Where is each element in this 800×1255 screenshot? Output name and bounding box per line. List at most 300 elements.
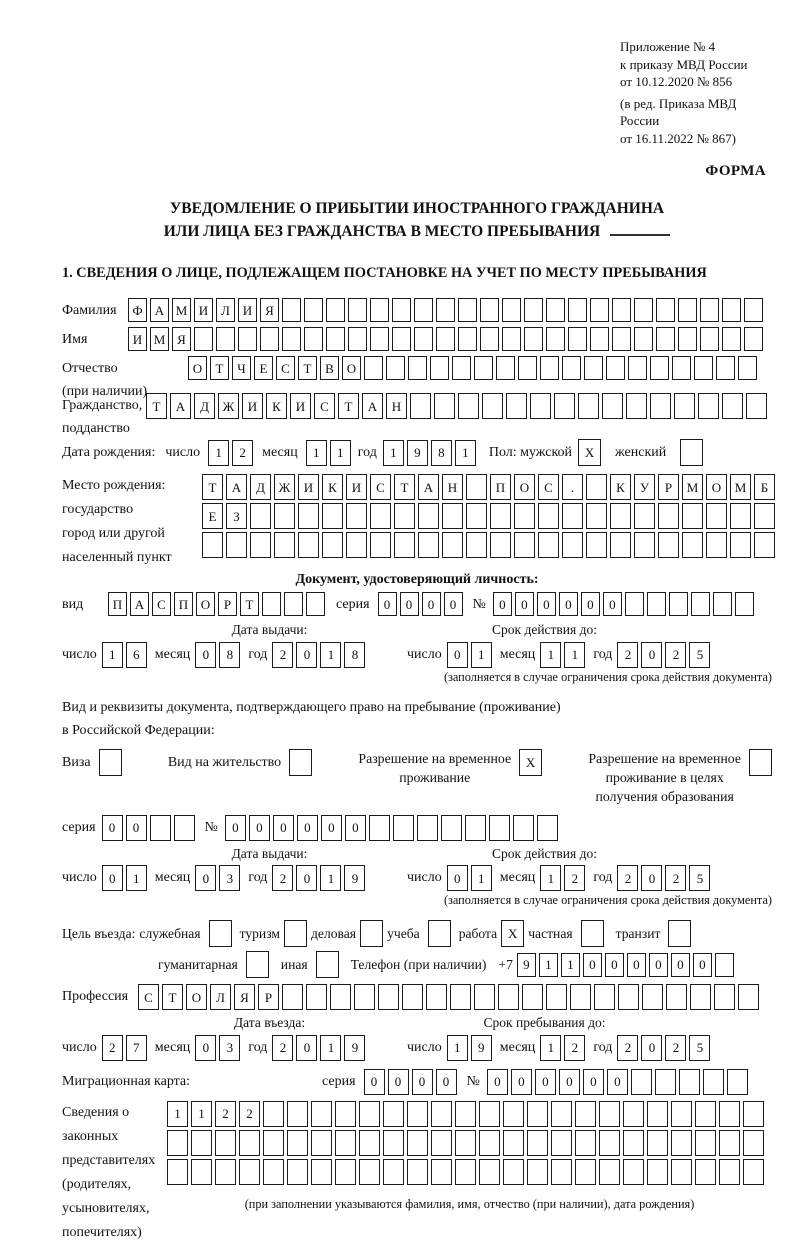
char-box[interactable] [570, 984, 591, 1010]
char-box[interactable]: 1 [561, 953, 580, 977]
char-box[interactable] [452, 356, 471, 380]
char-box[interactable]: 3 [219, 865, 240, 891]
char-box[interactable] [626, 393, 647, 419]
char-box[interactable] [743, 1101, 764, 1127]
char-box[interactable]: 9 [407, 440, 428, 466]
char-box[interactable] [722, 327, 741, 351]
char-box[interactable] [744, 327, 763, 351]
char-box[interactable] [414, 327, 433, 351]
char-box[interactable] [612, 327, 631, 351]
char-box[interactable]: 0 [627, 953, 646, 977]
char-box[interactable]: Я [260, 298, 279, 322]
char-box[interactable]: 1 [191, 1101, 212, 1127]
char-box[interactable] [330, 984, 351, 1010]
char-box[interactable] [647, 1130, 668, 1156]
char-box[interactable] [431, 1101, 452, 1127]
char-box[interactable] [674, 393, 695, 419]
char-box[interactable] [713, 592, 732, 616]
char-box[interactable] [370, 327, 389, 351]
char-box[interactable]: 0 [273, 815, 294, 841]
char-box[interactable]: 0 [195, 865, 216, 891]
char-box[interactable] [735, 592, 754, 616]
char-box[interactable]: 0 [603, 592, 622, 616]
char-box[interactable]: 0 [493, 592, 512, 616]
char-box[interactable]: 2 [215, 1101, 236, 1127]
char-box[interactable] [441, 815, 462, 841]
char-box[interactable]: 8 [219, 642, 240, 668]
char-box[interactable] [584, 356, 603, 380]
char-box[interactable]: 0 [444, 592, 463, 616]
char-box[interactable]: 2 [617, 1035, 638, 1061]
char-box[interactable]: . [562, 474, 583, 500]
char-box[interactable] [738, 984, 759, 1010]
char-box[interactable]: К [322, 474, 343, 500]
char-box[interactable] [322, 503, 343, 529]
char-box[interactable]: 0 [559, 1069, 580, 1095]
char-box[interactable]: М [682, 474, 703, 500]
char-box[interactable]: А [170, 393, 191, 419]
char-box[interactable] [744, 298, 763, 322]
char-box[interactable] [455, 1101, 476, 1127]
char-box[interactable] [612, 298, 631, 322]
char-box[interactable] [378, 984, 399, 1010]
char-box[interactable] [263, 1130, 284, 1156]
char-box[interactable] [434, 393, 455, 419]
char-box[interactable] [678, 298, 697, 322]
char-box[interactable]: О [514, 474, 535, 500]
char-box[interactable] [586, 532, 607, 558]
char-box[interactable]: 0 [535, 1069, 556, 1095]
char-box[interactable] [610, 503, 631, 529]
char-box[interactable] [546, 298, 565, 322]
char-box[interactable]: Е [202, 503, 223, 529]
char-box[interactable] [386, 356, 405, 380]
char-box[interactable] [647, 592, 666, 616]
char-box[interactable]: 0 [321, 815, 342, 841]
char-box[interactable] [246, 951, 269, 978]
char-box[interactable]: Л [210, 984, 231, 1010]
char-box[interactable]: П [490, 474, 511, 500]
char-box[interactable]: 0 [249, 815, 270, 841]
char-box[interactable] [370, 298, 389, 322]
char-box[interactable] [474, 356, 493, 380]
char-box[interactable] [730, 503, 751, 529]
char-box[interactable] [316, 951, 339, 978]
char-box[interactable]: Д [250, 474, 271, 500]
char-box[interactable] [669, 592, 688, 616]
char-box[interactable] [586, 503, 607, 529]
char-box[interactable]: 0 [126, 815, 147, 841]
char-box[interactable] [262, 592, 281, 616]
char-box[interactable] [575, 1130, 596, 1156]
char-box[interactable] [354, 984, 375, 1010]
char-box[interactable]: 0 [297, 815, 318, 841]
char-box[interactable]: Т [146, 393, 167, 419]
char-box[interactable] [431, 1130, 452, 1156]
char-box[interactable]: 2 [564, 1035, 585, 1061]
char-box[interactable] [719, 1101, 740, 1127]
char-box[interactable]: 0 [649, 953, 668, 977]
char-box[interactable]: И [290, 393, 311, 419]
char-box[interactable] [700, 298, 719, 322]
char-box[interactable] [581, 920, 604, 947]
char-box[interactable] [530, 393, 551, 419]
char-box[interactable] [514, 532, 535, 558]
char-box[interactable]: 2 [272, 865, 293, 891]
char-box[interactable]: Р [658, 474, 679, 500]
char-box[interactable]: 1 [320, 865, 341, 891]
char-box[interactable]: 1 [126, 865, 147, 891]
char-box[interactable]: Т [298, 356, 317, 380]
char-box[interactable]: О [186, 984, 207, 1010]
char-box[interactable] [394, 532, 415, 558]
char-box[interactable] [628, 356, 647, 380]
char-box[interactable] [335, 1101, 356, 1127]
char-box[interactable] [287, 1101, 308, 1127]
char-box[interactable]: 0 [515, 592, 534, 616]
char-box[interactable] [715, 953, 734, 977]
char-box[interactable] [284, 920, 307, 947]
char-box[interactable]: 1 [383, 440, 404, 466]
char-box[interactable] [335, 1130, 356, 1156]
char-box[interactable] [562, 503, 583, 529]
char-box[interactable]: А [226, 474, 247, 500]
char-box[interactable] [289, 749, 312, 776]
char-box[interactable]: 1 [330, 440, 351, 466]
char-box[interactable] [489, 815, 510, 841]
char-box[interactable] [490, 503, 511, 529]
char-box[interactable]: Ф [128, 298, 147, 322]
char-box[interactable] [346, 532, 367, 558]
char-box[interactable]: И [346, 474, 367, 500]
char-box[interactable] [458, 327, 477, 351]
char-box[interactable] [666, 984, 687, 1010]
char-box[interactable]: Р [218, 592, 237, 616]
char-box[interactable] [306, 592, 325, 616]
char-box[interactable]: 9 [471, 1035, 492, 1061]
char-box[interactable] [298, 532, 319, 558]
char-box[interactable] [503, 1130, 524, 1156]
char-box[interactable]: 2 [232, 440, 253, 466]
char-box[interactable] [538, 532, 559, 558]
char-box[interactable] [263, 1101, 284, 1127]
char-box[interactable]: 0 [422, 592, 441, 616]
char-box[interactable] [250, 532, 271, 558]
char-box[interactable]: 7 [126, 1035, 147, 1061]
char-box[interactable]: 2 [272, 1035, 293, 1061]
char-box[interactable]: С [276, 356, 295, 380]
char-box[interactable]: Т [210, 356, 229, 380]
char-box[interactable]: X [501, 920, 524, 947]
char-box[interactable] [442, 532, 463, 558]
char-box[interactable]: Т [240, 592, 259, 616]
char-box[interactable]: Ж [218, 393, 239, 419]
char-box[interactable] [602, 393, 623, 419]
char-box[interactable]: Д [194, 393, 215, 419]
char-box[interactable] [311, 1130, 332, 1156]
char-box[interactable] [606, 356, 625, 380]
char-box[interactable]: Л [216, 298, 235, 322]
char-box[interactable] [436, 298, 455, 322]
char-box[interactable] [322, 532, 343, 558]
char-box[interactable] [304, 327, 323, 351]
char-box[interactable] [282, 327, 301, 351]
char-box[interactable] [482, 393, 503, 419]
char-box[interactable] [680, 439, 703, 466]
char-box[interactable] [282, 984, 303, 1010]
char-box[interactable] [402, 984, 423, 1010]
char-box[interactable] [348, 327, 367, 351]
char-box[interactable] [194, 327, 213, 351]
char-box[interactable] [671, 1130, 692, 1156]
char-box[interactable] [407, 1101, 428, 1127]
char-box[interactable]: 1 [540, 642, 561, 668]
char-box[interactable] [634, 298, 653, 322]
char-box[interactable] [647, 1101, 668, 1127]
char-box[interactable] [306, 984, 327, 1010]
char-box[interactable] [590, 298, 609, 322]
char-box[interactable] [287, 1130, 308, 1156]
char-box[interactable]: Е [254, 356, 273, 380]
char-box[interactable] [418, 503, 439, 529]
char-box[interactable] [730, 532, 751, 558]
char-box[interactable]: 0 [693, 953, 712, 977]
char-box[interactable]: А [130, 592, 149, 616]
char-box[interactable]: 5 [689, 865, 710, 891]
char-box[interactable] [202, 532, 223, 558]
char-box[interactable]: 0 [583, 953, 602, 977]
char-box[interactable]: А [418, 474, 439, 500]
char-box[interactable]: 0 [583, 1069, 604, 1095]
char-box[interactable] [498, 984, 519, 1010]
char-box[interactable]: С [138, 984, 159, 1010]
char-box[interactable]: Т [394, 474, 415, 500]
char-box[interactable] [348, 298, 367, 322]
char-box[interactable]: Ч [232, 356, 251, 380]
char-box[interactable] [703, 1069, 724, 1095]
char-box[interactable] [658, 503, 679, 529]
char-box[interactable] [650, 393, 671, 419]
char-box[interactable]: 0 [641, 1035, 662, 1061]
char-box[interactable] [418, 532, 439, 558]
char-box[interactable] [578, 393, 599, 419]
char-box[interactable] [691, 592, 710, 616]
char-box[interactable]: 0 [559, 592, 578, 616]
char-box[interactable]: 0 [641, 865, 662, 891]
char-box[interactable] [326, 327, 345, 351]
char-box[interactable] [239, 1130, 260, 1156]
char-box[interactable]: 0 [195, 1035, 216, 1061]
char-box[interactable]: 0 [412, 1069, 433, 1095]
char-box[interactable]: 0 [378, 592, 397, 616]
char-box[interactable] [359, 1130, 380, 1156]
char-box[interactable] [527, 1130, 548, 1156]
char-box[interactable]: 6 [126, 642, 147, 668]
char-box[interactable]: С [370, 474, 391, 500]
char-box[interactable] [546, 327, 565, 351]
char-box[interactable] [694, 356, 713, 380]
char-box[interactable] [359, 1101, 380, 1127]
char-box[interactable]: 1 [564, 642, 585, 668]
char-box[interactable] [518, 356, 537, 380]
char-box[interactable] [678, 327, 697, 351]
char-box[interactable]: Ж [274, 474, 295, 500]
char-box[interactable] [364, 356, 383, 380]
char-box[interactable]: 0 [607, 1069, 628, 1095]
char-box[interactable] [502, 327, 521, 351]
char-box[interactable] [466, 503, 487, 529]
char-box[interactable]: 2 [665, 865, 686, 891]
char-box[interactable] [722, 298, 741, 322]
char-box[interactable]: С [538, 474, 559, 500]
char-box[interactable]: И [194, 298, 213, 322]
char-box[interactable]: X [578, 439, 601, 466]
char-box[interactable]: М [172, 298, 191, 322]
char-box[interactable]: 8 [344, 642, 365, 668]
char-box[interactable] [672, 356, 691, 380]
char-box[interactable] [394, 503, 415, 529]
char-box[interactable]: М [150, 327, 169, 351]
char-box[interactable]: 0 [447, 642, 468, 668]
char-box[interactable]: У [634, 474, 655, 500]
char-box[interactable] [668, 920, 691, 947]
char-box[interactable] [428, 920, 451, 947]
char-box[interactable] [695, 1130, 716, 1156]
char-box[interactable]: 2 [272, 642, 293, 668]
char-box[interactable] [650, 356, 669, 380]
char-box[interactable] [568, 327, 587, 351]
char-box[interactable] [474, 984, 495, 1010]
char-box[interactable] [623, 1101, 644, 1127]
char-box[interactable]: 8 [431, 440, 452, 466]
char-box[interactable] [554, 393, 575, 419]
char-box[interactable] [522, 984, 543, 1010]
char-box[interactable]: С [314, 393, 335, 419]
char-box[interactable]: К [610, 474, 631, 500]
char-box[interactable]: 9 [344, 865, 365, 891]
char-box[interactable] [274, 532, 295, 558]
char-box[interactable]: 3 [219, 1035, 240, 1061]
char-box[interactable]: 0 [436, 1069, 457, 1095]
char-box[interactable] [408, 356, 427, 380]
char-box[interactable] [284, 592, 303, 616]
char-box[interactable] [700, 327, 719, 351]
char-box[interactable]: Б [754, 474, 775, 500]
char-box[interactable] [174, 815, 195, 841]
char-box[interactable]: 0 [345, 815, 366, 841]
char-box[interactable] [575, 1101, 596, 1127]
char-box[interactable] [458, 298, 477, 322]
char-box[interactable] [698, 393, 719, 419]
char-box[interactable] [238, 327, 257, 351]
char-box[interactable]: 0 [511, 1069, 532, 1095]
char-box[interactable] [417, 815, 438, 841]
char-box[interactable]: В [320, 356, 339, 380]
char-box[interactable]: 0 [671, 953, 690, 977]
char-box[interactable] [754, 532, 775, 558]
char-box[interactable]: 0 [195, 642, 216, 668]
char-box[interactable]: 2 [665, 1035, 686, 1061]
char-box[interactable] [346, 503, 367, 529]
char-box[interactable] [562, 532, 583, 558]
char-box[interactable]: З [226, 503, 247, 529]
char-box[interactable] [465, 815, 486, 841]
char-box[interactable]: 9 [517, 953, 536, 977]
char-box[interactable] [426, 984, 447, 1010]
char-box[interactable] [682, 503, 703, 529]
char-box[interactable] [625, 592, 644, 616]
char-box[interactable] [191, 1130, 212, 1156]
char-box[interactable] [150, 815, 171, 841]
char-box[interactable] [479, 1130, 500, 1156]
char-box[interactable] [326, 298, 345, 322]
char-box[interactable] [479, 1101, 500, 1127]
char-box[interactable]: 1 [455, 440, 476, 466]
char-box[interactable] [209, 920, 232, 947]
char-box[interactable] [749, 749, 772, 776]
char-box[interactable] [274, 503, 295, 529]
char-box[interactable]: 1 [167, 1101, 188, 1127]
char-box[interactable] [706, 532, 727, 558]
char-box[interactable] [513, 815, 534, 841]
char-box[interactable]: 1 [306, 440, 327, 466]
char-box[interactable] [656, 327, 675, 351]
char-box[interactable] [282, 298, 301, 322]
char-box[interactable] [594, 984, 615, 1010]
char-box[interactable] [383, 1101, 404, 1127]
char-box[interactable] [490, 532, 511, 558]
char-box[interactable] [436, 327, 455, 351]
char-box[interactable] [392, 298, 411, 322]
char-box[interactable]: О [706, 474, 727, 500]
char-box[interactable]: 2 [665, 642, 686, 668]
char-box[interactable] [410, 393, 431, 419]
char-box[interactable]: Н [442, 474, 463, 500]
char-box[interactable] [496, 356, 515, 380]
char-box[interactable]: П [108, 592, 127, 616]
char-box[interactable]: 1 [320, 1035, 341, 1061]
char-box[interactable] [706, 503, 727, 529]
char-box[interactable]: О [188, 356, 207, 380]
char-box[interactable] [599, 1130, 620, 1156]
char-box[interactable] [99, 749, 122, 776]
char-box[interactable]: 2 [564, 865, 585, 891]
char-box[interactable] [480, 298, 499, 322]
char-box[interactable] [679, 1069, 700, 1095]
char-box[interactable] [727, 1069, 748, 1095]
char-box[interactable] [610, 532, 631, 558]
char-box[interactable] [714, 984, 735, 1010]
char-box[interactable]: 0 [102, 865, 123, 891]
char-box[interactable] [370, 532, 391, 558]
char-box[interactable] [450, 984, 471, 1010]
char-box[interactable] [746, 393, 767, 419]
char-box[interactable]: 0 [364, 1069, 385, 1095]
char-box[interactable]: 0 [388, 1069, 409, 1095]
char-box[interactable]: 0 [487, 1069, 508, 1095]
char-box[interactable] [634, 532, 655, 558]
char-box[interactable]: А [150, 298, 169, 322]
char-box[interactable] [383, 1130, 404, 1156]
char-box[interactable] [442, 503, 463, 529]
char-box[interactable] [360, 920, 383, 947]
char-box[interactable] [634, 327, 653, 351]
char-box[interactable]: 0 [641, 642, 662, 668]
char-box[interactable] [738, 356, 757, 380]
char-box[interactable] [503, 1101, 524, 1127]
char-box[interactable] [524, 298, 543, 322]
char-box[interactable] [695, 1101, 716, 1127]
